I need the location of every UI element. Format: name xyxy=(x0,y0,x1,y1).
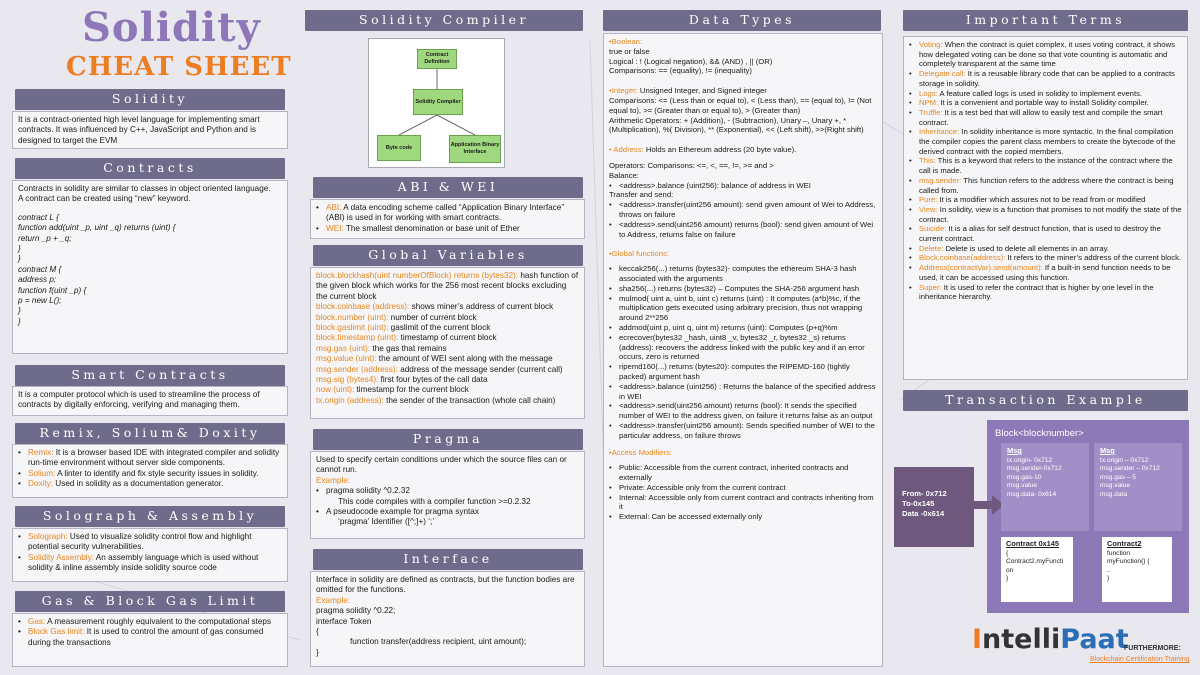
interface-panel xyxy=(310,571,585,667)
global-function-item: • mulmod( uint a, uint b, uint c) returns (uint) : It computes (a*b)%c, if the multiplication gets executed using arbitrary precision, thus not wrapping around 2**256 xyxy=(609,293,863,323)
gas-header: Gas & Block Gas Limit xyxy=(15,591,285,612)
global-function-item: • <address>.balance (uint256) : Returns the balance of the specified address in WEI xyxy=(609,381,876,401)
term-item: • View: In solidity, view is a function that promises to not modify the state of the contract. xyxy=(909,204,1182,224)
msg-line: tx.origin – 0x712 xyxy=(1100,456,1149,464)
term-item: • msg.sender: This function refers to the address where the contract is being called from. xyxy=(909,175,1174,195)
msg-line: msg.data xyxy=(1100,490,1128,498)
code-line: return _p + _q; xyxy=(18,233,72,243)
contract-line: myFunction() { xyxy=(1107,558,1150,566)
pragma-bullet-2: • A pseudocode example for pragma syntax xyxy=(316,507,479,517)
integer-line: Comparisons: <= (Less than or equal to), < (Less than), == (equal to), != (Not equal to), >= (Greater than or equal to), > (Greater than) xyxy=(609,95,872,115)
code-line: } xyxy=(18,316,21,326)
from-box xyxy=(894,467,974,547)
term-item: • Inheritance: In solidity inheritance is more syntactic. In the final compilation the compiler copies the parent class members to create the bytecode of the derived contract with the copied members. xyxy=(909,127,1176,156)
code-line: function add(uint _p, uint _q) returns (uint) { xyxy=(18,223,176,233)
compiler-header: Solidity Compiler xyxy=(305,10,583,31)
solidity-header: Solidity xyxy=(15,89,285,110)
address-section: • Address: Holds an Ethereum address (20 byte value). xyxy=(609,145,797,155)
term-item: • Address(contractVar).send(amount): If a built-in send function needs to be used, it can be accessed using this function. xyxy=(909,263,1171,282)
interface-code-line: { xyxy=(316,627,319,637)
msg-title: Msg xyxy=(1007,446,1022,455)
access-modifier-item: • Internal: Accessible only from current contract and contracts inheriting from it xyxy=(609,492,874,512)
boolean-line: true or false xyxy=(609,46,650,56)
msg-line: msg.value xyxy=(1007,482,1038,490)
code-line: address p; xyxy=(18,275,57,285)
term-item: • Pure: It is a modifier which assures not to be read from or modified xyxy=(909,195,1146,205)
global-var-item: block.blockhash(uint numberOfBlock) returns (bytes32): hash function of the given block which works for the 256 most recent blocks excluding the current block xyxy=(316,271,579,301)
boolean-line: Logical : ! (Logical negation), && (AND) , || (OR) xyxy=(609,56,773,66)
term-item: • Voting: When the contract is quiet complex, it uses voting contract, it shows how delegated voting can be done so that vote counting is automatic and completely transparent at the same time xyxy=(909,40,1175,69)
contract-line: .. xyxy=(1107,566,1111,574)
contracts-panel xyxy=(12,180,288,354)
msg-line: msg.value xyxy=(1100,482,1131,490)
msg-line: msg.gas-10 xyxy=(1007,473,1042,481)
global-function-item: • <address>.transfer(uint256 amount): Sends specified number of WEI to the particular address, on failure throws xyxy=(609,420,875,440)
to-line: To-0x145 xyxy=(902,499,935,508)
msg-title: Msg xyxy=(1100,446,1115,455)
logo-text-paat: Paat xyxy=(1060,624,1129,655)
smart-contracts-header: Smart Contracts xyxy=(15,365,285,386)
pragma-bullet-1: • pragma solidity ^0.2.32 xyxy=(316,486,410,496)
global-function-item: • ecrecover(bytes32 _hash, uint8 _v, bytes32 _r, bytes32 _s) returns (address): recovers the address linked with the public key and if an error occurs, zero is returned xyxy=(609,332,865,362)
transfer-send-label: Transfer and send: xyxy=(609,190,674,200)
abi-wei-header: ABI & WEI xyxy=(313,177,583,198)
pragma-intro: Used to specify certain conditions under which the source files can or cannot run. xyxy=(316,455,567,475)
access-modifiers-label: •Access Modifiers: xyxy=(609,448,672,458)
global-var-item: block.gaslimit (uint): gaslimit of the current block xyxy=(316,323,491,333)
global-function-item: • ripemd160(...) returns (bytes20): computes the RIPEMD-160 (tightly packed) argument hash xyxy=(609,362,850,381)
msg-line: msg.gas – 5 xyxy=(1100,473,1136,481)
global-functions-label: •Global functions: xyxy=(609,249,669,259)
contract-box-1 xyxy=(1001,537,1073,602)
boolean-line: Comparisons: == (equality), != (inequality) xyxy=(609,66,752,76)
contract-line: Contract2.myFuncti xyxy=(1006,558,1064,566)
solidity-text: It is a contract-oriented high level language for implementing smart contracts. It was influenced by C++, JavaScript and Python and is designed to target the EVM xyxy=(18,115,260,145)
integer-section: •Integer: Unsigned Integer, and Signed integer xyxy=(609,86,767,96)
address-item: • <address>.send(uint256 amount) returns (bool): send given amount of Wei to Address, returns false on failure xyxy=(609,219,874,239)
data-line: Data -0x614 xyxy=(902,509,945,518)
term-item: • Block.coinbase(address): It refers to the miner’s address of the current block. xyxy=(909,253,1182,263)
solidity-panel xyxy=(12,111,288,149)
address-item: • <address>.transfer(uint256 amount): send given amount of Wei to Address, throws on failure xyxy=(609,200,876,219)
code-line: function f(uint _p) { xyxy=(18,285,87,295)
code-line: contract M { xyxy=(18,264,62,274)
term-item: • This: This is a keyword that refers to the instance of the contract where the call is made. xyxy=(909,156,1173,176)
address-item: • <address>.balance (uint256): balance of address in WEI xyxy=(609,180,811,190)
block-label: Block<blocknumber> xyxy=(995,428,1084,439)
smart-contracts-text: It is a computer protocol which is used to streamline the process of contracts by digitally enforcing, verifying and managing them. xyxy=(18,390,260,410)
remix-item: • Remix: It is a browser based IDE with integrated compiler and solidity run-time environment without server side components. xyxy=(18,448,280,468)
logo-letter-i: I xyxy=(972,624,983,655)
code-line: } xyxy=(18,254,21,264)
contracts-header: Contracts xyxy=(15,158,285,179)
certification-link[interactable]: Blockchain Certification Training xyxy=(1090,656,1190,663)
global-var-item: msg.sender (address): address of the message sender (current call) xyxy=(316,364,563,374)
remix-panel xyxy=(12,444,288,498)
data-types-header: Data Types xyxy=(603,10,881,31)
interface-code-line: function transfer(address recipient, uint amount); xyxy=(350,637,527,647)
gas-item: • Gas: A measurement roughly equivalent to the computational steps xyxy=(18,617,272,626)
solograph-panel xyxy=(12,528,288,582)
contracts-code xyxy=(18,213,282,327)
interface-header: Interface xyxy=(313,549,583,570)
compiler-diagram xyxy=(368,38,505,168)
interface-intro: Interface in solidity are defined as contracts, but the function bodies are omitted for the functions. xyxy=(316,575,575,595)
balance-label: Balance: xyxy=(609,170,639,180)
term-item: • Logs: A feature called logs is used in solidity to implement events. xyxy=(909,88,1143,98)
important-terms-panel xyxy=(903,36,1188,380)
contract-definition-node: Contract Definition xyxy=(417,49,457,69)
contract-line: { xyxy=(1006,549,1009,557)
global-var-item: block.timestamp (uint): timestamp of current block xyxy=(316,333,497,343)
page-title: Solidity xyxy=(82,4,261,51)
pragma-example-label: Example: xyxy=(316,475,351,485)
gas-panel xyxy=(12,613,288,667)
global-var-item: block.number (uint): number of current block xyxy=(316,312,477,322)
block-gas-limit-item: • Block Gas limit: It is used to control the amount of gas consumed during the transactions xyxy=(18,627,264,647)
boolean-label: •Boolean: xyxy=(609,37,643,46)
contracts-intro: Contracts in solidity are similar to classes in object oriented language. xyxy=(18,184,271,193)
wei-item: • WEI: The smallest denomination or base unit of Ether xyxy=(316,223,520,233)
solidity-compiler-node: Solidity Compiler xyxy=(413,89,463,115)
remix-header: Remix, Solium& Doxity xyxy=(15,423,285,444)
term-item: • Delegate call: It is a reusable library code that can be applied to a contracts storage in solidity. xyxy=(909,69,1175,88)
logo-text-ntelli: ntelli xyxy=(982,624,1061,655)
contract-line: function xyxy=(1107,549,1131,557)
code-line: } xyxy=(18,306,21,316)
term-item: • Truffle: It is a test bed that will allow to easily test and compile the smart contract. xyxy=(909,107,1163,127)
page-subtitle: CHEAT SHEET xyxy=(66,52,292,82)
abi-wei-panel xyxy=(310,199,585,239)
contract-line: } xyxy=(1107,575,1110,583)
global-var-item: now (uint): timestamp for the current block xyxy=(316,385,469,395)
msg-line: msg.sender-0x712 xyxy=(1007,465,1062,473)
global-variables-panel xyxy=(310,267,585,419)
transaction-arrow xyxy=(974,495,1004,515)
solograph-header: Solograph & Assembly xyxy=(15,506,285,527)
pragma-bullet-2-code: ‘pragma’ Identifier ([^;]+) ‘;’ xyxy=(338,517,435,527)
global-function-item: • sha256(...) returns (bytes32) – Computes the SHA-256 argument hash xyxy=(609,283,860,293)
contract-title: Contract2 xyxy=(1107,539,1142,548)
contract-line: on xyxy=(1006,566,1014,574)
data-types-panel xyxy=(603,33,883,667)
global-variables-header: Global Variables xyxy=(313,245,583,266)
global-var-item: msg.sig (bytes4): first four bytes of the call data xyxy=(316,375,488,385)
msg-line: msg.data- 0x614 xyxy=(1007,490,1057,498)
msg-box-1 xyxy=(1001,443,1089,531)
pragma-panel xyxy=(310,451,585,539)
global-function-item: • <address>.send(uint256 amount) returns (bool): It sends the specified number of WEI to the address given, on failure it returns false as an output xyxy=(609,401,873,421)
bytecode-node: Byte code xyxy=(377,135,421,161)
access-modifier-item: • Private: Accessible only from the current contract xyxy=(609,482,786,492)
code-line: contract L { xyxy=(18,212,59,222)
global-var-item: msg.value (uint): the amount of WEI sent along with the message xyxy=(316,354,553,364)
abi-item: • ABI: A data encoding scheme called “Application Binary Interface” (ABI) is used in for working with smart contracts. xyxy=(316,203,565,223)
abi-node: Application Binary Interface xyxy=(449,135,501,163)
interface-code-line: interface Token xyxy=(316,616,372,626)
term-item: • Delete: Delete is used to delete all elements in an array. xyxy=(909,243,1110,253)
transaction-example-header: Transaction Example xyxy=(903,390,1188,411)
access-modifier-item: • Public: Accessible from the current contract, inherited contracts and externally xyxy=(609,463,849,483)
msg-line: msg.sender – 0x712 xyxy=(1100,465,1160,473)
code-line: } xyxy=(18,244,21,254)
global-var-item: block.coinbase (address): shows miner’s address of current block xyxy=(316,302,554,312)
contract-box-2 xyxy=(1102,537,1172,602)
furthermore-label: FURTHERMORE: xyxy=(1124,645,1181,652)
address-operators: Operators: Comparisons: <=, <, ==, !=, >= and > xyxy=(609,160,774,170)
msg-line: tx.origin- 0x712 xyxy=(1007,456,1053,464)
term-item: • Suicide: It is a alias for self destruct function, that is used to destroy the current contract. xyxy=(909,224,1161,244)
global-var-item: msg.gas (uint): the gas that remains xyxy=(316,343,447,353)
integer-line: Arithmetic Operators: + (Addition), - (Subtraction), Unary –, Unary +, *(Multiplication), %( Division), ** (Exponential), << (Left shift), >>(Right shift) xyxy=(609,115,864,135)
term-item: • NPM: It is a convenient and portable way to install Solidity compiler. xyxy=(909,98,1149,108)
msg-box-2 xyxy=(1094,443,1182,531)
solium-item: • Solium: A linter to identify and fix style security issues in solidity. xyxy=(18,468,259,478)
solograph-item: • Solograph: Used to visualize solidity control flow and highlight potential security vulnerabilities. xyxy=(18,532,252,552)
code-line: p = new L(); xyxy=(18,296,62,306)
assembly-item: • Solidity Assembly: An assembly language which is used without solidity & inline assembly inside solidity source code xyxy=(18,552,259,573)
interface-code-line: pragma solidity ^0.22; xyxy=(316,606,396,616)
access-modifier-item: • External: Can be accessed externally only xyxy=(609,512,763,522)
global-function-item: • keccak256(...) returns (bytes32)- computes the ethereum SHA-3 hash associated with the arguments xyxy=(609,264,857,283)
intellipaat-logo xyxy=(972,624,1129,656)
contracts-create: A contract can be created using “new” keyword. xyxy=(18,194,191,204)
contract-line: } xyxy=(1006,575,1009,583)
from-line: From- 0x712 xyxy=(902,489,947,498)
important-terms-header: Important Terms xyxy=(903,10,1188,31)
pragma-bullet-1-note: This code compiles with a compiler function >=0.2.32 xyxy=(338,496,531,506)
interface-example-label: Example: xyxy=(316,595,351,605)
doxity-item: • Doxity: Used in solidity as a documentation generator. xyxy=(18,479,224,489)
term-item: • Super: It is used to refer the contract that is higher by one level in the inheritance hierarchy. xyxy=(909,282,1154,302)
global-var-item: tx.origin (address): the sender of the transaction (whole call chain) xyxy=(316,395,556,405)
smart-contracts-panel xyxy=(12,386,288,416)
interface-code-line: } xyxy=(316,647,319,657)
pragma-header: Pragma xyxy=(313,429,583,450)
contract-title: Contract 0x145 xyxy=(1006,539,1059,548)
global-function-item: • addmod(uint p, uint q, uint m) returns (uint): Computes (p+q)%m xyxy=(609,322,838,332)
